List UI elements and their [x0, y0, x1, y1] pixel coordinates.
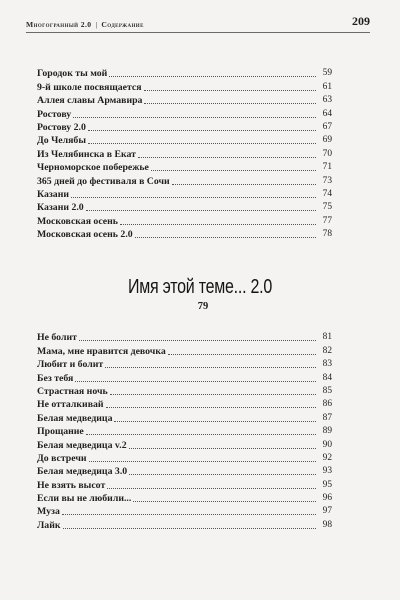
toc-entry-title: Черноморское побережье — [37, 162, 149, 174]
toc-entry-title: Без тебя — [37, 372, 74, 384]
toc-entry — [37, 187, 332, 200]
toc-entry — [37, 397, 332, 410]
section-heading — [0, 276, 400, 312]
toc-dot-leader — [71, 197, 316, 198]
toc-entry — [37, 93, 332, 106]
toc-entry-title: Муза — [37, 506, 60, 518]
toc-entry-title: Не отталкивай — [37, 399, 104, 411]
toc-dot-leader — [129, 474, 316, 475]
toc-entry-title: 365 дней до фестиваля в Сочи — [37, 175, 170, 187]
toc-dot-leader — [109, 76, 316, 77]
toc-entry — [37, 66, 332, 79]
toc-dot-leader — [172, 184, 316, 185]
running-header — [26, 14, 370, 33]
toc-entry-title: 9-й школе посвящается — [37, 81, 142, 93]
toc-entry-title: Прощание — [37, 426, 84, 438]
toc-entry-page: 70 — [322, 148, 332, 159]
toc-entry-title: Если вы не любили... — [37, 493, 132, 505]
toc-entry — [37, 330, 332, 343]
toc-entry-title: Ростову — [37, 108, 72, 120]
toc-entry — [37, 410, 332, 423]
toc-entry-title: Городок ты мой — [37, 68, 108, 80]
toc-entry-title: Из Челябинска в Екат — [37, 148, 136, 160]
toc-entry — [37, 477, 332, 490]
toc-dot-leader — [168, 354, 316, 355]
toc-entry — [37, 146, 332, 159]
toc-dot-leader — [151, 170, 316, 171]
toc-dot-leader — [138, 157, 316, 158]
toc-entry-title: Белая медведица 3.0 — [37, 466, 128, 478]
page-number: 209 — [352, 14, 370, 28]
toc-dot-leader — [144, 103, 316, 104]
toc-entry-page: 73 — [322, 175, 332, 186]
toc-entry-page: 78 — [322, 229, 332, 240]
toc-entry-page: 82 — [322, 345, 332, 356]
toc-dot-leader — [86, 210, 316, 211]
toc-entry-title: Аллея славы Армавира — [37, 95, 143, 107]
toc-entry-title: Мама, мне нравится девочка — [37, 345, 166, 357]
toc-entry — [37, 451, 332, 464]
toc-dot-leader — [133, 501, 316, 502]
toc-dot-leader — [62, 514, 316, 515]
toc-entry-title: Не болит — [37, 332, 77, 344]
toc-dot-leader — [75, 381, 316, 382]
toc-entry-page: 84 — [322, 372, 332, 383]
toc-entry — [37, 227, 332, 240]
toc-entry-page: 59 — [322, 68, 332, 79]
toc-dot-leader — [73, 117, 316, 118]
toc-entry — [37, 79, 332, 92]
toc-entry — [37, 370, 332, 383]
toc-entry-title: Московская осень — [37, 215, 118, 227]
toc-entry — [37, 424, 332, 437]
toc-entry-page: 61 — [322, 81, 332, 92]
toc-entry-title: Не взять высот — [37, 479, 106, 491]
toc-entry-page: 81 — [322, 332, 332, 343]
toc-entry-page: 67 — [322, 121, 332, 132]
toc-entry — [37, 160, 332, 173]
toc-entry-title: Казани 2.0 — [37, 202, 84, 214]
toc-entry-page: 64 — [322, 108, 332, 119]
toc-dot-leader — [114, 421, 316, 422]
toc-entry-title: Белая медведица v.2 — [37, 439, 127, 451]
toc-entry-page: 69 — [322, 135, 332, 146]
toc-dot-leader — [120, 224, 316, 225]
toc-dot-leader — [144, 90, 316, 91]
toc-entry-page: 87 — [322, 412, 332, 423]
header-section: Содержание — [101, 20, 144, 29]
toc-entry — [37, 343, 332, 356]
toc-entry-title: Белая медведица — [37, 412, 113, 424]
toc-entry-page: 63 — [322, 95, 332, 106]
toc-entry-page: 77 — [322, 215, 332, 226]
toc-entry-page: 89 — [322, 426, 332, 437]
toc-entry-page: 74 — [322, 188, 332, 199]
toc-entry-page: 86 — [322, 399, 332, 410]
toc-entry-page: 93 — [322, 466, 332, 477]
toc-list-part-2 — [37, 330, 332, 531]
toc-dot-leader — [88, 130, 316, 131]
toc-entry-title: Любит и болит — [37, 359, 104, 371]
toc-entry — [37, 437, 332, 450]
header-separator: | — [95, 20, 98, 29]
toc-entry-title: До Челябы — [37, 135, 86, 147]
toc-entry-page: 85 — [322, 385, 332, 396]
toc-entry-page: 90 — [322, 439, 332, 450]
toc-entry-title: Ростову 2.0 — [37, 121, 86, 133]
book-title: Многогранный 2.0 — [26, 20, 92, 29]
toc-dot-leader — [89, 461, 316, 462]
toc-dot-leader — [86, 434, 316, 435]
toc-dot-leader — [79, 340, 316, 341]
toc-entry-page: 75 — [322, 202, 332, 213]
toc-entry-page: 95 — [322, 479, 332, 490]
toc-entry — [37, 133, 332, 146]
toc-dot-leader — [106, 407, 316, 408]
toc-dot-leader — [135, 237, 316, 238]
toc-entry-title: Страстная ночь — [37, 385, 108, 397]
toc-dot-leader — [110, 394, 316, 395]
toc-entry-title: Лайк — [37, 519, 61, 531]
running-header-title — [26, 20, 144, 29]
toc-entry — [37, 464, 332, 477]
toc-entry — [37, 120, 332, 133]
toc-entry-page: 98 — [322, 519, 332, 530]
toc-dot-leader — [63, 528, 317, 529]
toc-entry — [37, 200, 332, 213]
toc-dot-leader — [88, 143, 316, 144]
toc-dot-leader — [107, 488, 316, 489]
toc-entry — [37, 491, 332, 504]
toc-entry-title: Московская осень 2.0 — [37, 229, 133, 241]
toc-entry — [37, 357, 332, 370]
toc-entry-page: 96 — [322, 493, 332, 504]
toc-entry-page: 92 — [322, 452, 332, 463]
toc-entry-page: 97 — [322, 506, 332, 517]
toc-dot-leader — [129, 448, 316, 449]
toc-dot-leader — [105, 367, 316, 368]
toc-entry-page: 83 — [322, 359, 332, 370]
toc-entry — [37, 173, 332, 186]
toc-entry-title: Казани — [37, 188, 69, 200]
section-page-number: 79 — [197, 301, 209, 312]
toc-entry — [37, 504, 332, 517]
toc-entry — [37, 213, 332, 226]
toc-entry — [37, 517, 332, 530]
section-title: Имя этой теме... 2.0 — [127, 276, 273, 298]
toc-list-part-1 — [37, 66, 332, 240]
toc-entry-page: 71 — [322, 162, 332, 173]
toc-entry-title: До встречи — [37, 452, 87, 464]
toc-entry — [37, 384, 332, 397]
toc-entry — [37, 106, 332, 119]
